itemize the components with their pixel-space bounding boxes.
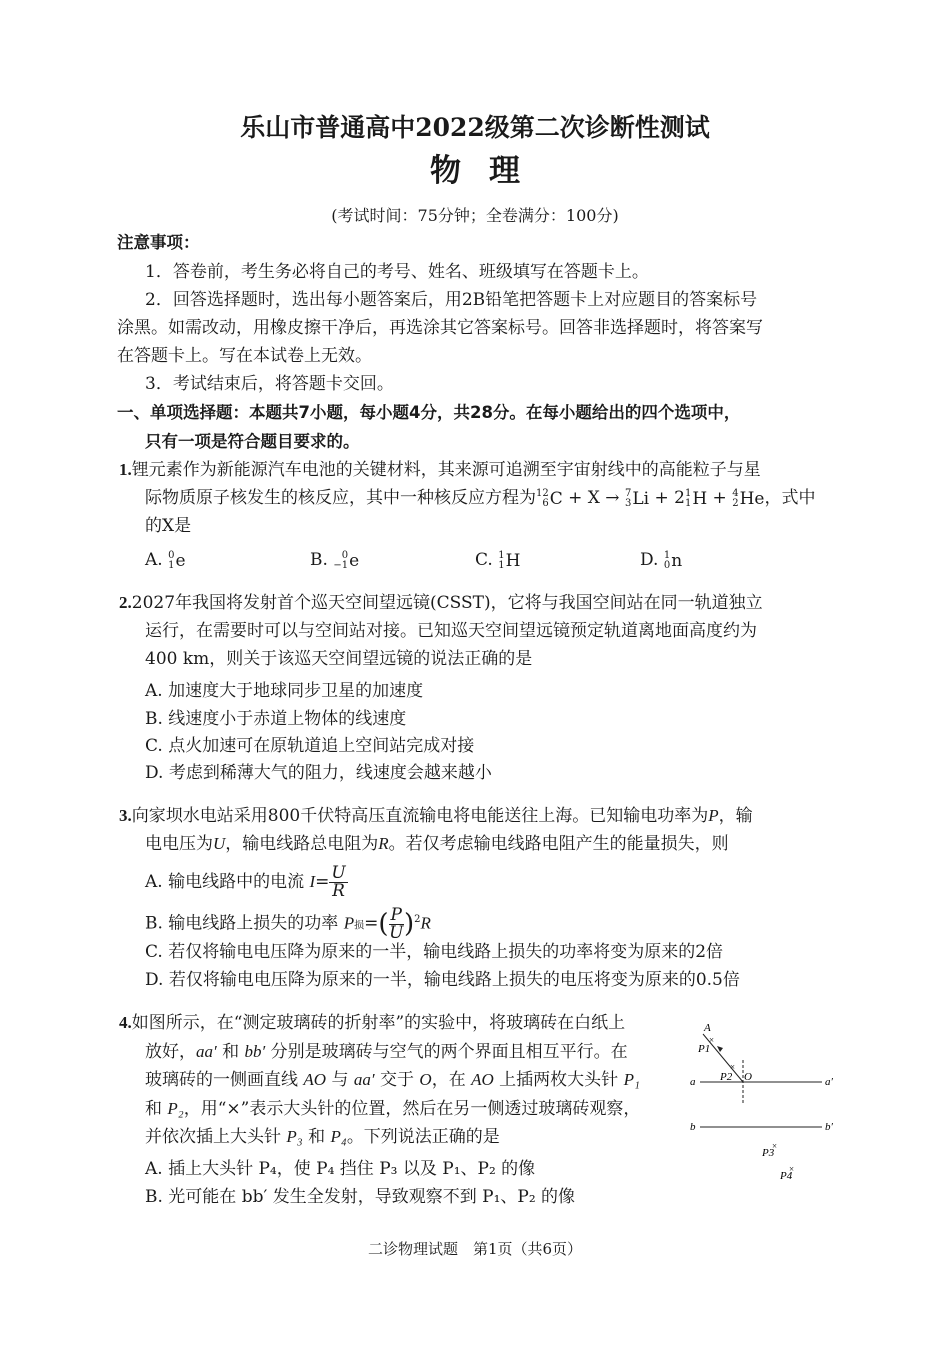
notice-item: 3．考试结束后，将答题卡交回。: [145, 374, 394, 394]
option-d[interactable]: D. 1 0 n: [640, 549, 683, 571]
question-text: 400 km，则关于该巡天空间望远镜的说法正确的是: [145, 649, 533, 669]
pin-mark-icon: ×: [789, 1164, 795, 1174]
label-P1: P1: [698, 1043, 711, 1055]
label-a-prime: a′: [825, 1076, 833, 1088]
notice-item: 1．答卷前，考生务必将自己的考号、姓名、班级填写在答题卡上。: [145, 262, 649, 282]
question-1-line2: [145, 487, 815, 510]
option-a[interactable]: A. 输电线路中的电流 I= $\frac{U}{R}$: [145, 863, 346, 901]
question-text: 2027年我国将发射首个巡天空间望远镜(CSST)，它将与我国空间站在同一轨道独立: [131, 593, 763, 613]
option-c[interactable]: C. 点火加速可在原轨道追上空间站完成对接: [145, 736, 475, 756]
option-c[interactable]: C. 若仅将输电电压降为原来的一半，输电线路上损失的功率将变为原来的2倍: [145, 942, 724, 962]
option-b[interactable]: B. 线速度小于赤道上物体的线速度: [145, 709, 407, 729]
pin-mark-icon: ×: [772, 1141, 778, 1151]
option-d[interactable]: D. 若仅将输电电压降为原来的一半，输电线路上损失的电压将变为原来的0.5倍: [145, 970, 740, 990]
option-b[interactable]: B. 光可能在 bb′ 发生全发射，导致观察不到 P₁、P₂ 的像: [145, 1187, 576, 1207]
subject-title: 物理: [430, 153, 548, 189]
pin-mark-icon: ×: [730, 1062, 736, 1072]
option-a[interactable]: A. 插上大头针 P₄，使 P₄ 挡住 P₃ 以及 P₁、P₂ 的像: [145, 1159, 536, 1179]
question-text: 和 P₂，用“×”表示大头针的位置，然后在另一侧透过玻璃砖观察，: [145, 1099, 641, 1119]
question-text: 放好，aa′ 和 bb′ 分别是玻璃砖与空气的两个界面且相互平行。在: [145, 1042, 628, 1062]
notice-item: 2．回答选择题时，选出每小题答案后，用2B铅笔把答题卡上对应题目的答案标号: [145, 290, 758, 310]
question-text: 的X是: [145, 516, 192, 536]
label-b: b: [690, 1121, 696, 1133]
option-b[interactable]: B. 0 −1 e: [310, 549, 360, 571]
label-P2: P2: [720, 1071, 733, 1083]
question-number: 3.: [119, 806, 132, 825]
question-text: 玻璃砖的一侧画直线 AO 与 aa′ 交于 O，在 AO 上插两枚大头针 P₁: [145, 1070, 640, 1090]
equation-part: + 2: [649, 488, 685, 508]
exam-info: (考试时间：75分钟；全卷满分：100分): [331, 206, 619, 225]
nuclide-hydrogen: 1 1 H: [684, 487, 708, 509]
section-heading: 一、单项选择题：本题共7小题，每小题4分，共28分。在每小题给出的四个选项中，: [117, 403, 741, 422]
label-A: A: [704, 1022, 711, 1034]
question-4: 4.如图所示，在“测定玻璃砖的折射率”的实验中，将玻璃砖在白纸上: [119, 1013, 626, 1033]
nuclide-helium: 4 2 He: [732, 487, 765, 509]
exam-title: 乐山市普通高中2022级第二次诊断性测试: [240, 113, 710, 142]
question-text: 运行，在需要时可以与空间站对接。已知巡天空间望远镜预定轨道离地面高度约为: [145, 621, 757, 641]
page-footer: 二诊物理试题 第1页（共6页）: [367, 1240, 583, 1258]
nuclide-carbon: 12 6 C: [536, 487, 563, 509]
question-text: 际物质原子核发生的核反应，其中一种核反应方程为: [145, 488, 536, 508]
notice-item: 涂黑。如需改动，用橡皮擦干净后，再选涂其它答案标号。回答非选择题时，将答案写: [117, 318, 763, 338]
option-d[interactable]: D. 考虑到稀薄大气的阻力，线速度会越来越小: [145, 763, 492, 783]
label-O: O: [744, 1071, 752, 1083]
label-P3: P3: [762, 1147, 775, 1159]
question-number: 1.: [119, 460, 132, 479]
question-text: 并依次插上大头针 P₃ 和 P₄。下列说法正确的是: [145, 1127, 500, 1147]
equation-part: +: [707, 488, 733, 508]
option-a[interactable]: A. 加速度大于地球同步卫星的加速度: [145, 681, 424, 701]
notice-heading: 注意事项：: [117, 233, 200, 252]
equation-part: + X →: [562, 488, 625, 508]
question-2: [119, 592, 763, 614]
question-3: 3.向家坝水电站采用800千伏特高压直流输电将电能送往上海。已知输电功率为P，输: [119, 806, 753, 826]
question-number: 2.: [119, 593, 132, 612]
pin-mark-icon: ×: [709, 1035, 715, 1045]
nuclide-lithium: 7 3 Li: [624, 487, 650, 509]
label-P4: P4: [780, 1170, 793, 1182]
option-a[interactable]: A. 0 1 e: [145, 549, 186, 571]
notice-item: 在答题卡上。写在本试卷上无效。: [117, 346, 372, 366]
question-text: 电电压为U，输电线路总电阻为R。若仅考虑输电线路电阻产生的能量损失，则: [145, 834, 729, 854]
fraction: $\frac{U}{R}$: [331, 863, 346, 901]
question-text: ，式中: [764, 488, 816, 508]
question-number: 4.: [119, 1013, 132, 1032]
label-a: a: [690, 1076, 696, 1088]
option-b[interactable]: B. 输电线路上损失的功率 P损=( $\frac{P}{U}$ )$^2$R: [145, 904, 431, 943]
option-c[interactable]: C. 1 1 H: [475, 549, 521, 571]
question-1: [119, 459, 761, 481]
question-text: 锂元素作为新能源汽车电池的关键材料，其来源可追溯至宇宙射线中的高能粒子与星: [131, 460, 761, 480]
label-b-prime: b′: [825, 1121, 833, 1133]
refraction-figure: [680, 1010, 850, 1190]
fraction: $\frac{P}{U}$: [389, 904, 404, 943]
section-heading-cont: 只有一项是符合题目要求的。: [145, 432, 360, 451]
